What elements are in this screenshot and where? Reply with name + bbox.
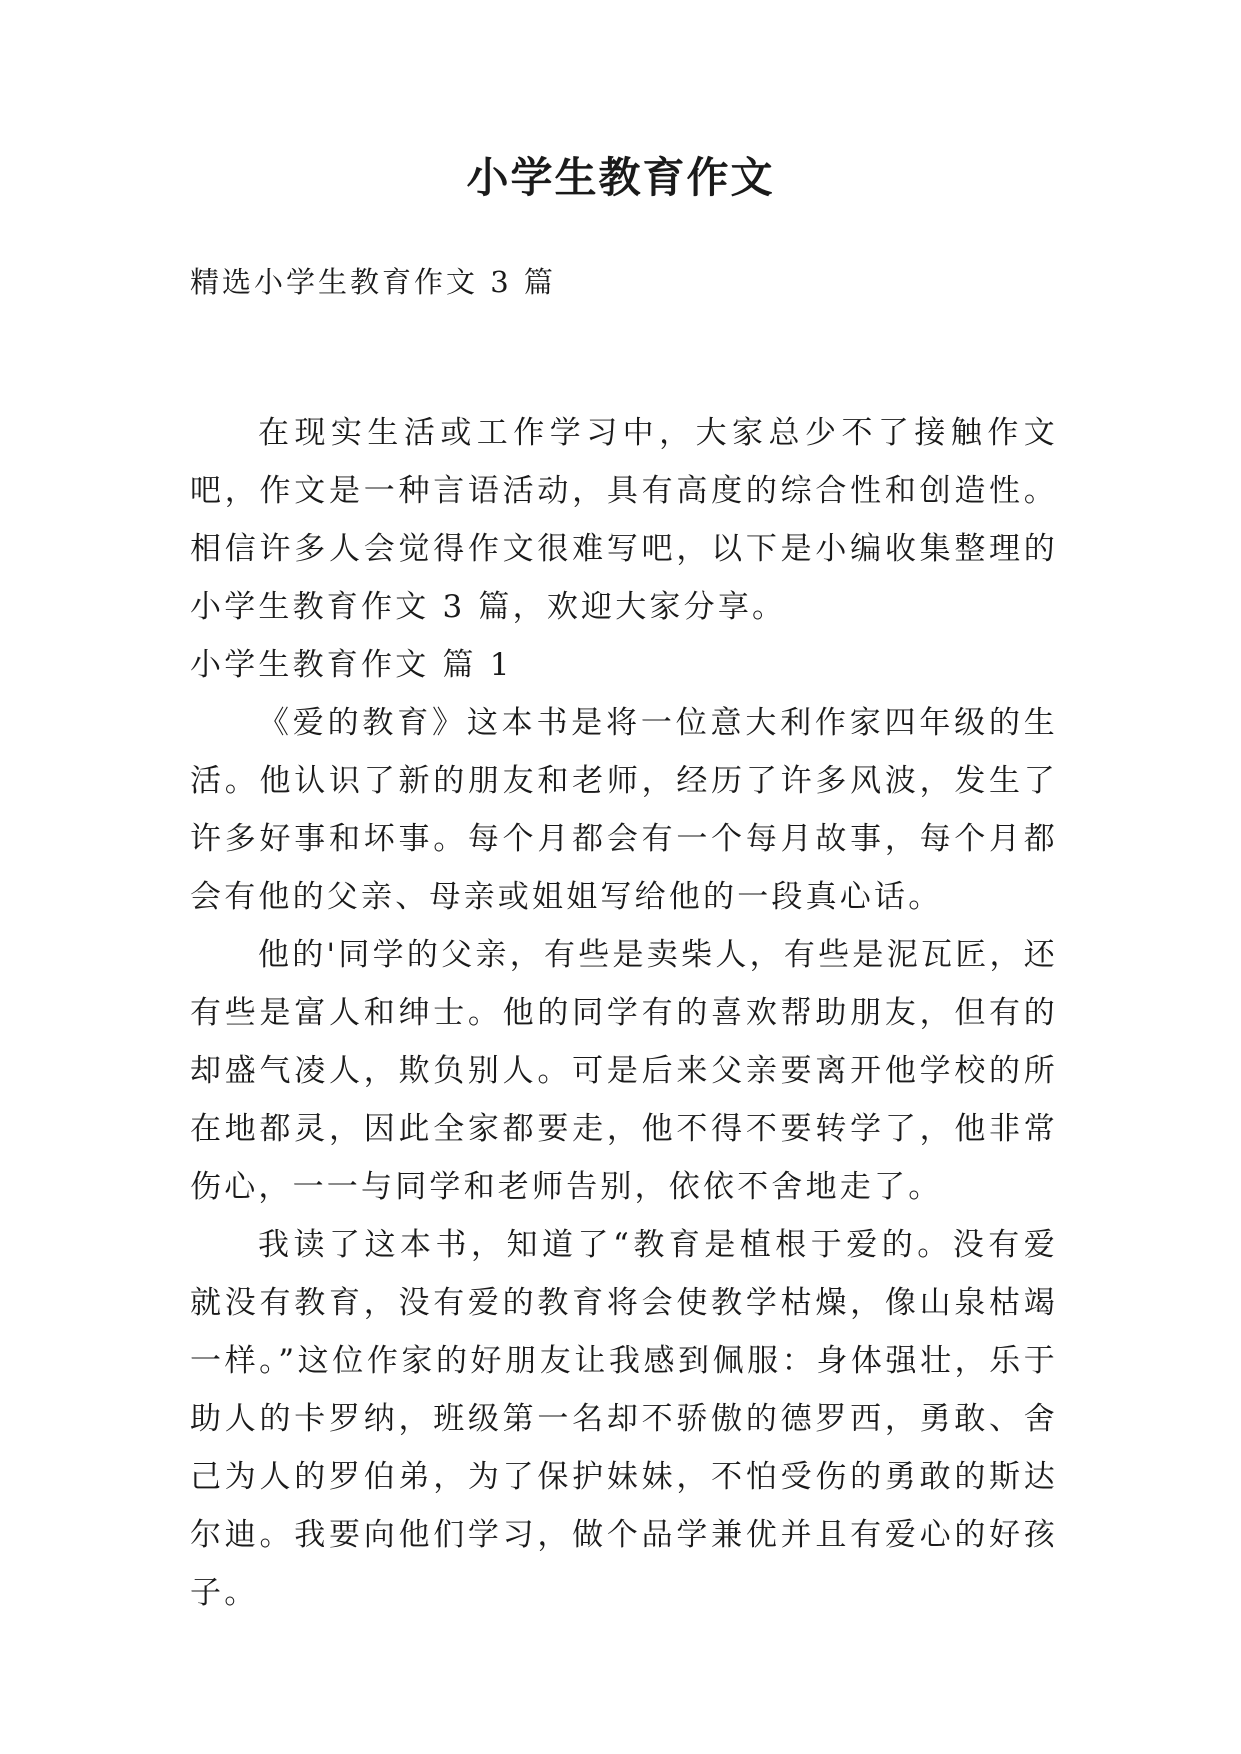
section-heading: 小学生教育作文 篇 1 — [190, 647, 513, 683]
document-title: 小学生教育作文 — [466, 153, 775, 202]
document-body — [190, 404, 1058, 1622]
document-subtitle: 精选小学生教育作文 3 篇 — [190, 265, 556, 299]
body-paragraph: 《爱的教育》这本书是将一位意大利作家四年级的生活。他认识了新的朋友和老师，经历了许多风波，发生了许多好事和坏事。每个月都会有一个每月故事，每个月都会有他的父亲、母亲或姐姐写给他的一段真心话。 — [190, 705, 1058, 915]
body-paragraph: 我读了这本书，知道了“教育是植根于爱的。没有爱就没有教育，没有爱的教育将会使教学枯燥，像山泉枯竭一样。”这位作家的好朋友让我感到佩服：身体强壮，乐于助人的卡罗纳，班级第一名却不骄傲的德罗西，勇敢、舍己为人的罗伯弟，为了保护妹妹，不怕受伤的勇敢的斯达尔迪。我要向他们学习，做个品学兼优并且有爱心的好孩子。 — [190, 1227, 1058, 1611]
body-paragraph: 他的'同学的父亲，有些是卖柴人，有些是泥瓦匠，还有些是富人和绅士。他的同学有的喜欢帮助朋友，但有的却盛气凌人，欺负别人。可是后来父亲要离开他学校的所在地都灵，因此全家都要走，他不得不要转学了，他非常伤心，一一与同学和老师告别，依依不舍地走了。 — [190, 937, 1058, 1205]
intro-paragraph: 在现实生活或工作学习中，大家总少不了接触作文吧，作文是一种言语活动，具有高度的综合性和创造性。相信许多人会觉得作文很难写吧，以下是小编收集整理的小学生教育作文 3 篇，欢迎大家分享。 — [190, 415, 1058, 625]
